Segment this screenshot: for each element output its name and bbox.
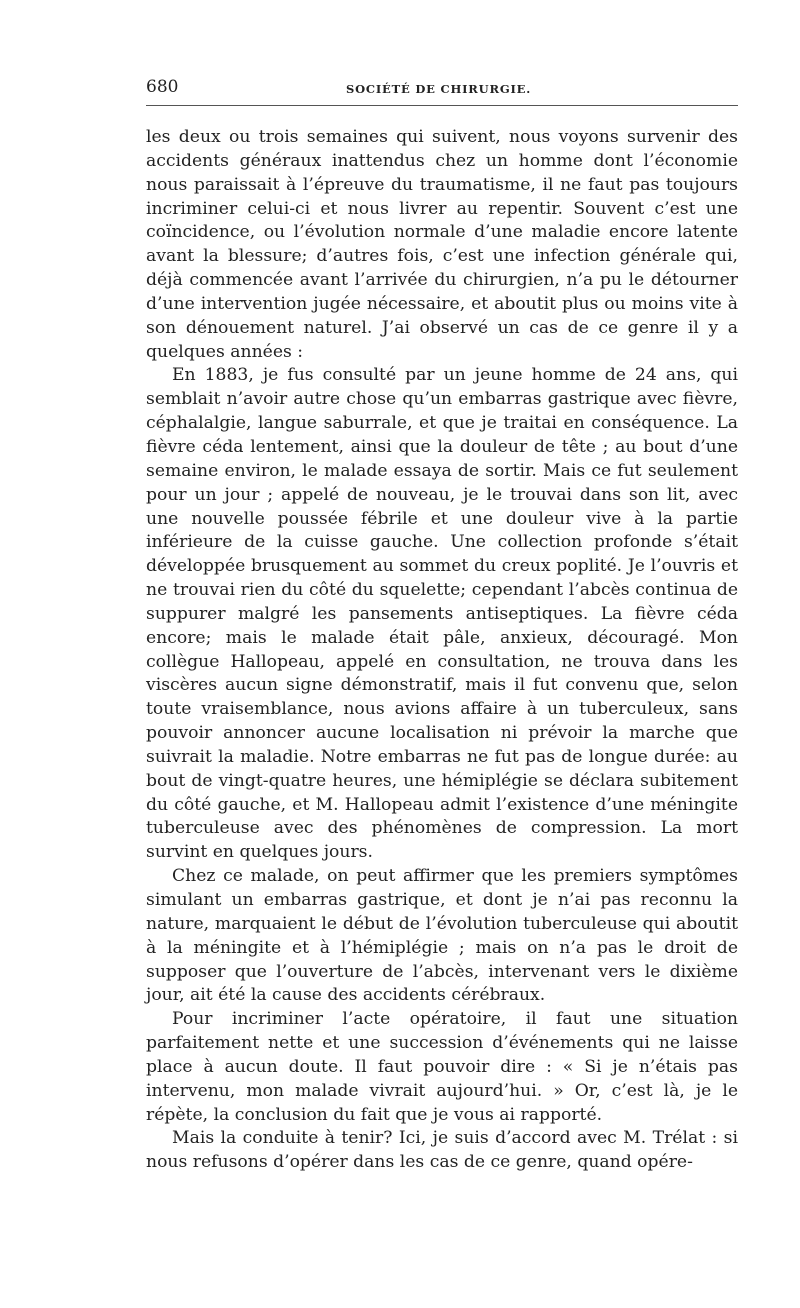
running-head (146, 74, 738, 100)
paragraph-analysis: Chez ce malade, on peut affirmer que les premiers symptômes simulant un embarras gastrique, et dont je n’ai pas reconnu la nature, marquaient le début de l’évolution tuberculeuse qui aboutit à la méningite et à l’hémiplégie ; mais on n’a pas le droit de supposer que l’ouverture de l’abcès, intervenant vers le dixième jour, ait été la cause des accidents cérébraux. (146, 866, 738, 1006)
header-rule (146, 105, 738, 106)
paragraph-case-report: En 1883, je fus consulté par un jeune homme de 24 ans, qui semblait n’avoir autre chose qu’un embarras gastrique avec fièvre, céphalalgie, langue saburrale, et que je traitai en conséquence. La fièvre céda lentement, ainsi que la douleur de tête ; au bout d’une semaine environ, le malade essaya de sortir. Mais ce fut seulement pour un jour ; appelé de nouveau, je le trouvai dans son lit, avec une nouvelle poussée fébrile et une douleur vive à la partie inférieure de la cuisse gauche. Une collection profonde s’était développée brusquement au sommet du creux poplité. Je l’ouvris et ne trouvai rien du côté du squelette; cependant l’abcès continua de suppurer malgré les pansements antiseptiques. La fièvre céda encore; mais le malade était pâle, anxieux, découragé. Mon collègue Hallopeau, appelé en consultation, ne trouva dans les viscères aucun signe démonstratif, mais il fut convenu que, selon toute vraisemblance, nous avions affaire à un tuberculeux, sans pouvoir annoncer aucune localisation ni prévoir la marche que suivrait la maladie. Notre embarras ne fut pas de longue durée: au bout de vingt-quatre heures, une hémiplégie se déclara subitement du côté gauche, et M. Hallopeau admit l’existence d’une méningite tuberculeuse avec des phénomènes de compression. La mort survint en quelques jours. (146, 365, 738, 863)
document-page (146, 74, 738, 1175)
paragraph-criteria: Pour incriminer l’acte opératoire, il faut une situation parfaitement nette et une succession d’événements qui ne laisse place à aucun doute. Il faut pouvoir dire : « Si je n’étais pas intervenu, mon malade vivrait aujourd’hui. » Or, c’est là, je le répète, la conclusion du fait que je vous ai rapporté. (146, 1009, 738, 1125)
body-text (146, 126, 738, 1175)
running-title: SOCIÉTÉ DE CHIRURGIE. (346, 82, 531, 96)
paragraph-conduct: Mais la conduite à tenir? Ici, je suis d’accord avec M. Trélat : si nous refusons d’opérer dans les cas de ce genre, quand opére- (146, 1128, 738, 1173)
paragraph-continuation: les deux ou trois semaines qui suivent, nous voyons survenir des accidents généraux inattendus chez un homme dont l’économie nous paraissait à l’épreuve du traumatisme, il ne faut pas toujours incriminer celui-ci et nous livrer au repentir. Souvent c’est une coïncidence, ou l’évolution normale d’une maladie encore latente avant la blessure; d’autres fois, c’est une infection générale qui, déjà commencée avant l’arrivée du chirurgien, n’a pu le détourner d’une intervention jugée nécessaire, et aboutit plus ou moins vite à son dénouement naturel. J’ai observé un cas de ce genre il y a quelques années : (146, 127, 738, 362)
page-number: 680 (146, 77, 179, 97)
